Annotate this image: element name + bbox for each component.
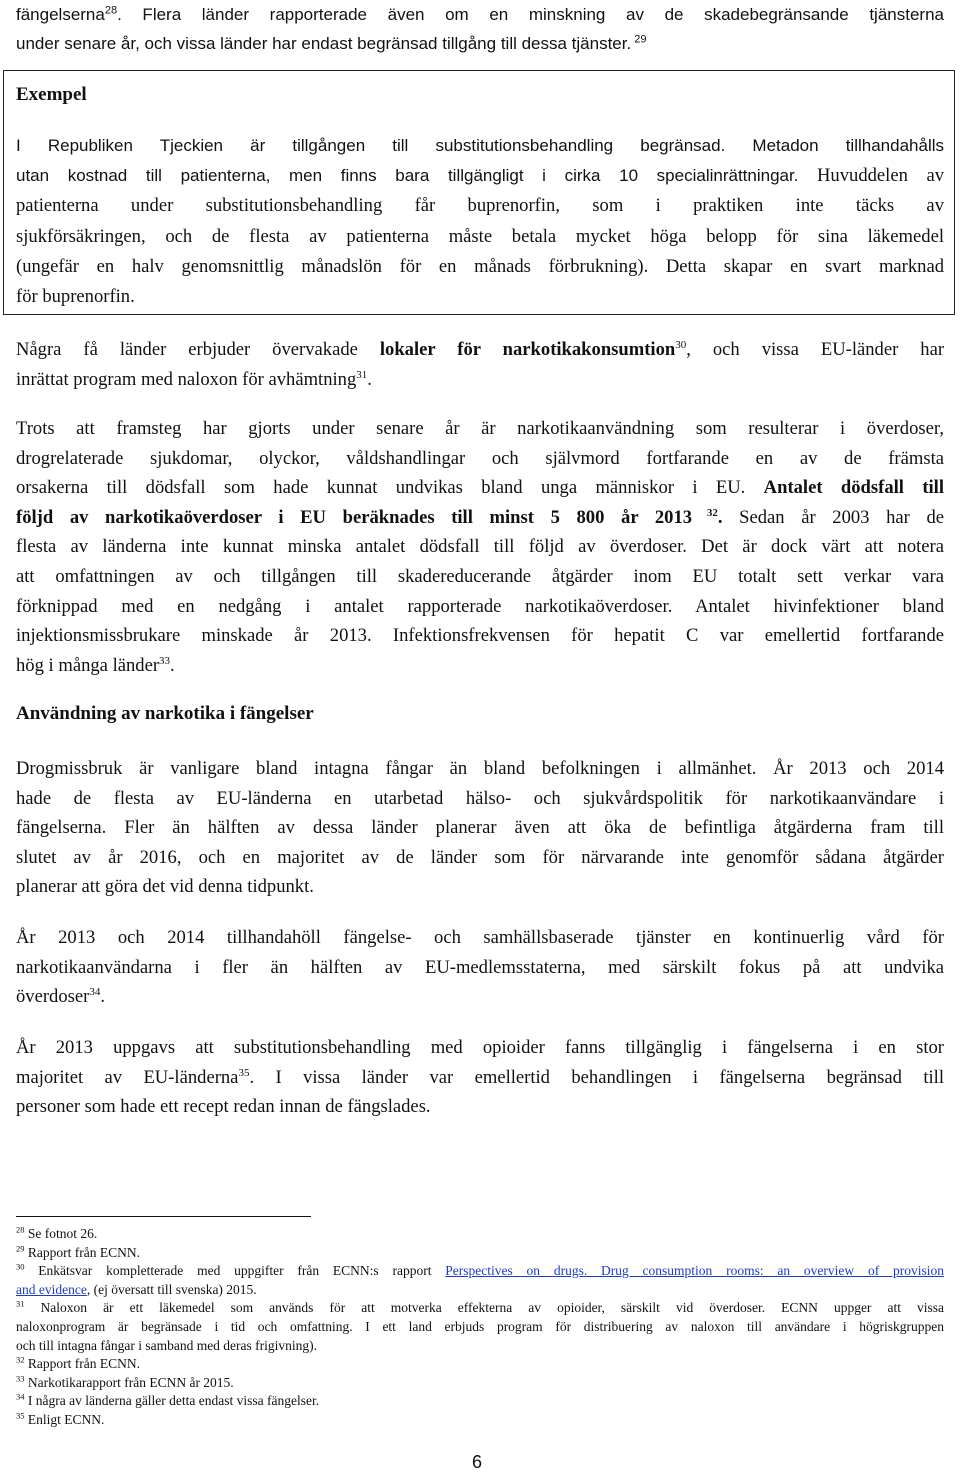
footnote-ref[interactable]: 28 xyxy=(104,4,118,17)
text-line: sjukförsäkringen, och de flesta av patienterna måste betala mycket höga belopp för sina läkemedel xyxy=(16,225,944,247)
text: utan kostnad till patienterna, men finns bara tillgängligt i cirka 10 specialinrättningar. xyxy=(16,166,799,186)
text: Några få länder erbjuder övervakade xyxy=(16,339,380,360)
text-line: I Republiken Tjeckien är tillgången till substitutionsbehandling begränsad. Metadon tillhandahålls xyxy=(16,136,944,155)
text-line: fängelserna. Fler än hälften av dessa länder planerar även att öka de befintliga åtgärderna fram till xyxy=(16,817,944,839)
footnote-ref[interactable]: 34 xyxy=(89,986,101,998)
text-line: patienterna under substitutionsbehandling får buprenorfin, som i praktiken inte täcks av xyxy=(16,195,944,217)
footnote-29 xyxy=(16,1244,944,1263)
footnote-text: Naloxon är ett läkemedel som används för att motverka effekterna av opioider, särskilt vid överdoser. ECNN uppger att vissa xyxy=(24,1300,944,1316)
text-line: förknippad med en nedgång i antalet rapporterade narkotikaöverdoser. Antalet hivinfektioner bland xyxy=(16,595,944,617)
text: hög i många länder xyxy=(16,654,160,676)
text: Sedan år 2003 har de xyxy=(722,506,945,528)
footnote-text: Rapport från ECNN. xyxy=(24,1356,140,1372)
text-line: personer som hade ett recept redan innan de fängslades. xyxy=(16,1096,431,1118)
example-box-title: Exempel xyxy=(16,84,87,105)
paragraph-consumption-rooms xyxy=(16,335,944,394)
footnote-ref[interactable]: 32 xyxy=(692,506,718,519)
example-box-text xyxy=(16,131,944,312)
footnote-31 xyxy=(16,1299,944,1318)
footnote-divider xyxy=(16,1216,311,1217)
footnote-text: och till intagna fångar i samband med deras frigivning). xyxy=(16,1337,318,1353)
footnote-number: 32 xyxy=(16,1354,25,1365)
text: , och vissa EU-länder har xyxy=(686,339,945,360)
text-line: drogrelaterade sjukdomar, olyckor, våldshandlingar och självmord fortfarande en av de främsta xyxy=(16,447,944,469)
footnote-35 xyxy=(16,1411,944,1430)
text: . I vissa länder var emellertid behandlingen i fängelserna begränsad till xyxy=(249,1066,944,1088)
footnote-text: Enkätsvar kompletterade med uppgifter från ECNN:s rapport xyxy=(24,1263,446,1279)
paragraph-continuity-of-care xyxy=(16,923,944,1012)
page-number: 6 xyxy=(472,1452,483,1472)
footnote-28 xyxy=(16,1225,944,1244)
footnote-ref[interactable]: 30 xyxy=(675,338,687,351)
text: majoritet av EU-länderna xyxy=(16,1066,239,1088)
text: överdoser xyxy=(16,986,90,1008)
bold-text: följd av narkotikaöverdoser i EU beräknades till minst 5 800 år 2013 xyxy=(16,506,693,528)
text: fängelserna xyxy=(16,5,105,24)
footnote-ref[interactable]: 35 xyxy=(238,1066,250,1079)
footnote-30 xyxy=(16,1262,944,1281)
footnote-32 xyxy=(16,1355,944,1374)
text-line: Trots att framsteg har gjorts under senare år är narkotikaanvändning som resulterar i överdoser, xyxy=(16,418,944,439)
footnote-33 xyxy=(16,1374,944,1393)
top-paragraph xyxy=(16,0,944,58)
footnotes xyxy=(16,1225,944,1430)
footnote-text: naloxonprogram är begränsade i tid och omfattning. I ett land erbjuds program för distribuering av naloxon till användare i högriskgruppen xyxy=(16,1318,944,1334)
text: Huvuddelen av xyxy=(798,165,944,187)
footnote-number: 35 xyxy=(16,1410,25,1421)
section-heading: Användning av narkotika i fängelser xyxy=(16,703,314,724)
text-line: att omfattningen av och tillgången till skadereducerande åtgärder inom EU totalt sett verkar vara xyxy=(16,565,944,587)
footnote-number: 34 xyxy=(16,1391,25,1402)
footnote-ref[interactable]: 31 xyxy=(356,368,368,381)
text-line: (ungefär en halv genomsnittlig månadslön för en månads förbrukning). Detta skapar en svart marknad xyxy=(16,255,944,277)
footnote-ref[interactable]: 29 xyxy=(631,33,647,46)
text: . xyxy=(100,986,105,1008)
paragraph-substitution-in-prison xyxy=(16,1033,944,1122)
bold-text: lokaler för narkotikakonsumtion xyxy=(379,339,676,360)
text: orsakerna till dödsfall som hade kunnat undvikas bland unga människor i EU. xyxy=(16,477,764,499)
text-line: injektionsmissbrukare minskade år 2013. Infektionsfrekvensen för hepatit C var emellertid fortfarande xyxy=(16,625,944,647)
text-line: planerar att göra det vid denna tidpunkt. xyxy=(16,876,314,898)
text: . Flera länder rapporterade även om en minskning av de skadebegränsande tjänsterna xyxy=(117,5,944,24)
footnote-link[interactable]: Perspectives on drugs. Drug consumption rooms: an overview of provision xyxy=(445,1263,944,1279)
footnote-link[interactable]: and evidence xyxy=(16,1281,87,1297)
footnote-number: 31 xyxy=(16,1298,25,1309)
text-line: År 2013 uppgavs att substitutionsbehandling med opioider fanns tillgänglig i fängelserna i en stor xyxy=(16,1037,944,1058)
text-line: för buprenorfin. xyxy=(16,286,135,308)
bold-text: Antalet dödsfall till xyxy=(763,477,945,499)
text-line: narkotikaanvändarna i fler än hälften av EU-medlemsstaterna, med särskilt fokus på att undvika xyxy=(16,956,944,978)
footnote-number: 29 xyxy=(16,1243,25,1254)
footnote-text: I några av länderna gäller detta endast vissa fängelser. xyxy=(24,1393,320,1409)
text: under senare år, och vissa länder har endast begränsad tillgång till dessa tjänster. xyxy=(16,34,632,53)
text-line: slutet av år 2016, och en majoritet av de länder som för närvarande inte genomför sådana åtgärder xyxy=(16,846,944,868)
text: . xyxy=(367,368,372,390)
text: inrättat program med naloxon för avhämtning xyxy=(16,368,357,390)
footnote-number: 28 xyxy=(16,1224,25,1235)
footnote-text: Enligt ECNN. xyxy=(24,1411,105,1427)
text-line: hade de flesta av EU-länderna en utarbetad hälso- och sjukvårdspolitik för narkotikaanvändare i xyxy=(16,787,944,809)
paragraph-prison-drug-use xyxy=(16,754,944,902)
footnote-ref[interactable]: 33 xyxy=(159,654,171,667)
text-line: Drogmissbruk är vanligare bland intagna fångar än bland befolkningen i allmänhet. År 2013 och 2014 xyxy=(16,758,944,779)
footnote-34 xyxy=(16,1392,944,1411)
footnote-number: 30 xyxy=(16,1261,25,1272)
footnote-text: , (ej översatt till svenska) 2015. xyxy=(86,1281,257,1297)
footnote-number: 33 xyxy=(16,1373,25,1384)
text-line: År 2013 och 2014 tillhandahöll fängelse- och samhällsbaserade tjänster en kontinuerlig vård för xyxy=(16,927,944,948)
text-line: flesta av länderna inte kunnat minska antalet dödsfall till följd av överdoser. Det är dock värt att notera xyxy=(16,536,944,558)
bold-text: . xyxy=(717,506,723,528)
footnote-text: Se fotnot 26. xyxy=(24,1226,98,1241)
paragraph-overdoses xyxy=(16,414,944,680)
footnote-text: Narkotikarapport från ECNN år 2015. xyxy=(24,1374,234,1390)
footnote-text: Rapport från ECNN. xyxy=(24,1244,140,1260)
text: . xyxy=(170,654,175,676)
